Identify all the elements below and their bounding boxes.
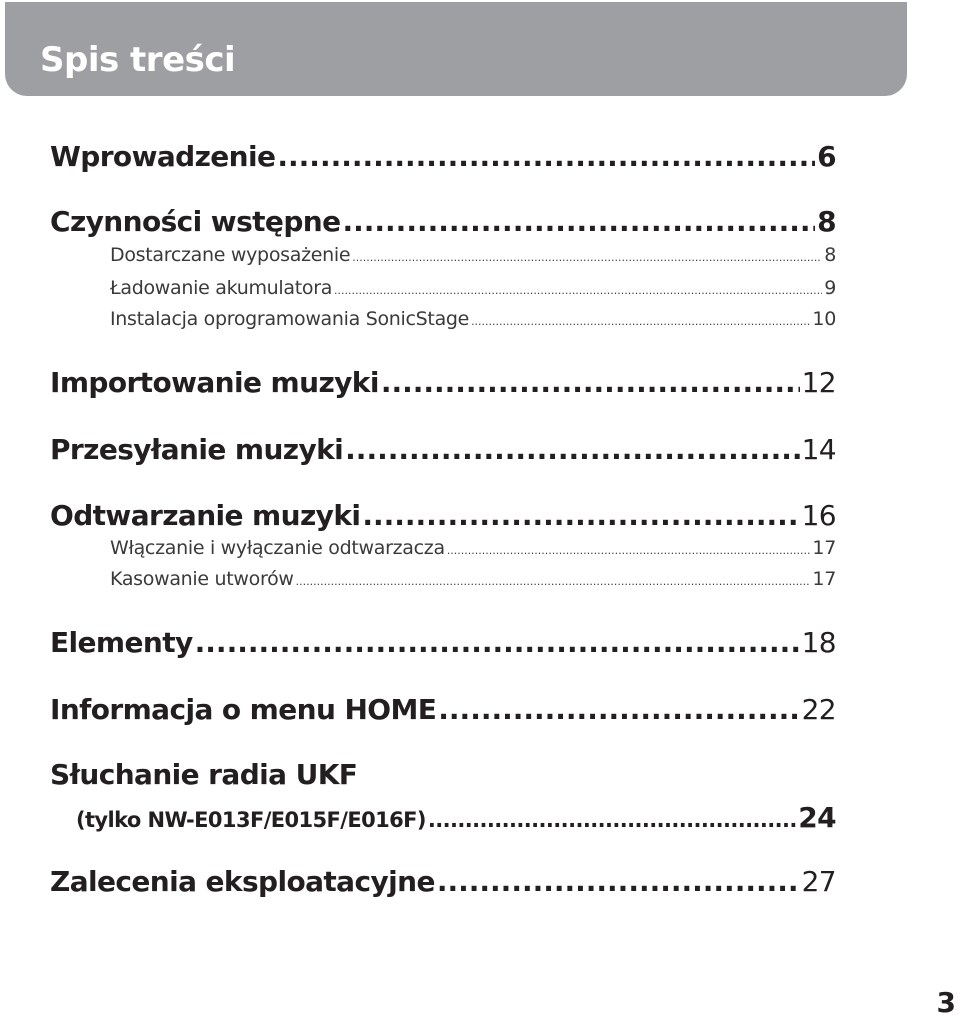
- toc-leader-dots: [352, 251, 822, 264]
- toc-entry-getting-started[interactable]: [50, 205, 836, 238]
- toc-leader-dots: [381, 366, 800, 399]
- toc-subentry[interactable]: [110, 537, 836, 559]
- toc-entry-label: Zalecenia eksploatacyjne: [50, 865, 435, 898]
- table-of-contents: [50, 0, 836, 1019]
- toc-leader-dots: [438, 693, 799, 726]
- toc-leader-dots: [471, 315, 810, 328]
- toc-leader-dots: [447, 544, 811, 557]
- toc-subentry[interactable]: [110, 244, 836, 266]
- toc-leader-dots: [362, 499, 799, 532]
- toc-entry-play-music[interactable]: [50, 499, 836, 532]
- toc-leader-dots: [277, 140, 815, 173]
- toc-entry-page: 8: [817, 205, 836, 238]
- toc-entry-page: 6: [817, 140, 836, 173]
- toc-entry-home-menu[interactable]: [50, 693, 836, 726]
- toc-entry-import-music[interactable]: [50, 366, 836, 399]
- toc-entry-page: 14: [801, 433, 836, 466]
- toc-entry-transfer-music[interactable]: [50, 433, 836, 466]
- toc-entry-page: 18: [801, 626, 836, 659]
- toc-leader-dots: [296, 575, 811, 588]
- toc-entry-label: Odtwarzanie muzyki: [50, 499, 361, 532]
- toc-entry-intro[interactable]: [50, 140, 836, 173]
- toc-subentry-page: 8: [824, 244, 836, 266]
- toc-subentry-label: Ładowanie akumulatora: [110, 277, 333, 299]
- toc-entry-fm-radio-title[interactable]: Słuchanie radia UKF: [50, 758, 358, 791]
- toc-leader-dots: [437, 865, 800, 898]
- toc-subentry-page: 10: [812, 308, 836, 330]
- toc-subentry-label: Dostarczane wyposażenie: [110, 244, 351, 266]
- toc-leader-dots: [343, 205, 816, 238]
- toc-subentry-label: Instalacja oprogramowania SonicStage: [110, 308, 470, 330]
- toc-leader-dots: [334, 284, 822, 297]
- toc-entry-parts[interactable]: [50, 626, 836, 659]
- toc-subentry-label: Włączanie i wyłączanie odtwarzacza: [110, 537, 445, 559]
- toc-subentry[interactable]: [110, 277, 836, 299]
- toc-entry-page: 22: [801, 693, 836, 726]
- toc-entry-label: Elementy: [50, 626, 193, 659]
- toc-subentry-page: 17: [812, 537, 836, 559]
- toc-subentry[interactable]: [110, 568, 836, 590]
- toc-leader-dots: [345, 433, 799, 466]
- toc-subentry-label: Kasowanie utworów: [110, 568, 294, 590]
- page-number: 3: [936, 986, 956, 1019]
- toc-entry-label: Informacja o menu HOME: [50, 693, 437, 726]
- toc-leader-dots: [428, 808, 796, 832]
- toc-leader-dots: [195, 626, 800, 659]
- toc-entry-label: Czynności wstępne: [50, 205, 341, 238]
- toc-subentry-page: 9: [824, 277, 836, 299]
- toc-entry-care[interactable]: [50, 865, 836, 898]
- toc-entry-label: Importowanie muzyki: [50, 366, 379, 399]
- toc-entry-page: 16: [801, 499, 836, 532]
- page-title: Spis treści: [40, 40, 236, 80]
- toc-entry-label: Przesyłanie muzyki: [50, 433, 344, 466]
- toc-entry-label: (tylko NW-E013F/E015F/E016F): [76, 808, 426, 832]
- toc-subentry-page: 17: [812, 568, 836, 590]
- toc-entry-page: 12: [801, 366, 836, 399]
- toc-entry-fm-radio[interactable]: [76, 801, 836, 834]
- toc-entry-page: 24: [798, 801, 836, 834]
- toc-entry-page: 27: [801, 865, 836, 898]
- toc-subentry[interactable]: [110, 308, 836, 330]
- toc-entry-label: Wprowadzenie: [50, 140, 276, 173]
